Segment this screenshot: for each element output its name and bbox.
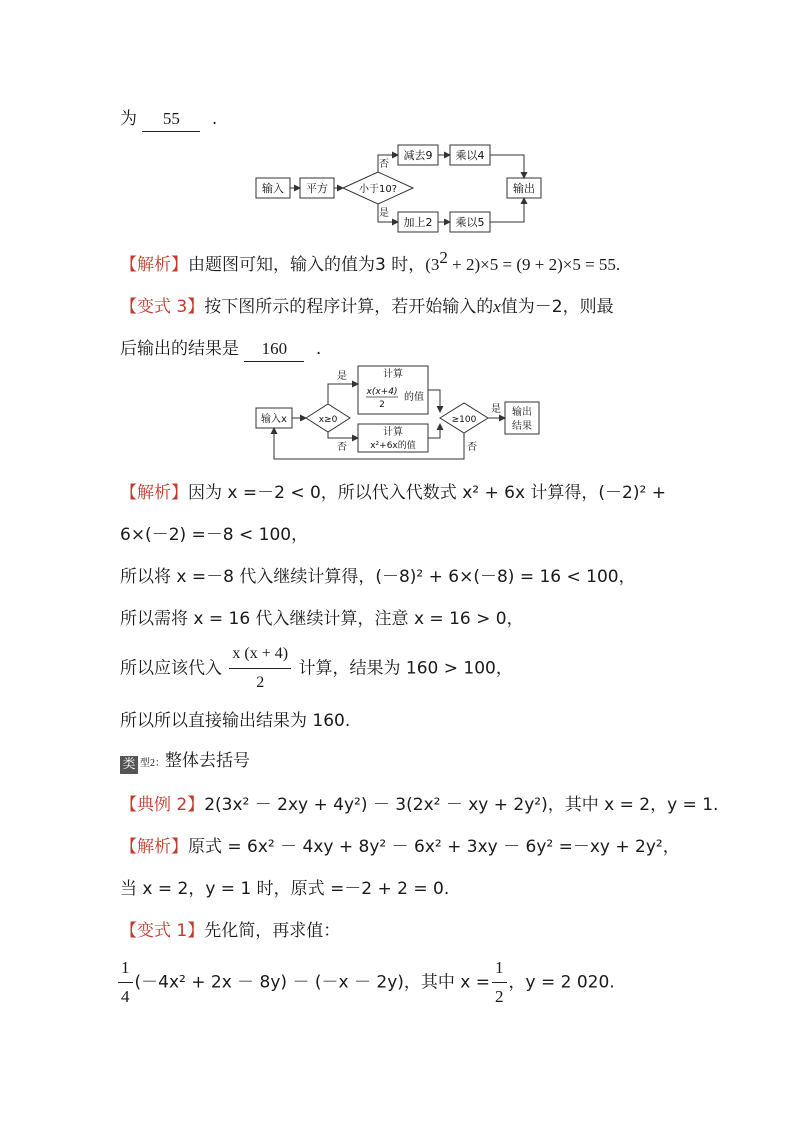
svg-text:结果: 结果 bbox=[512, 421, 532, 432]
type-2-heading: 类 型2：整体去括号 bbox=[120, 749, 250, 776]
svg-text:平方: 平方 bbox=[306, 182, 328, 195]
analysis-3-line-1: 【解析】原式 = 6x² － 4xy + 8y² － 6x² + 3xy － 6y² =－xy + 2y²， bbox=[120, 837, 680, 857]
svg-text:乘以5: 乘以5 bbox=[455, 216, 485, 229]
analysis-3-line-2: 当 x = 2，y = 1 时，原式 =－2 + 2 = 0. bbox=[120, 879, 450, 899]
svg-text:是: 是 bbox=[491, 404, 501, 415]
svg-text:否: 否 bbox=[467, 442, 477, 453]
fraction-quarter: $\frac{1}{4}$ bbox=[118, 956, 133, 1009]
analysis-2-line-1: 【解析】因为 x =－2 < 0，所以代入代数式 x² + 6x 计算得，(－2)² + bbox=[120, 483, 666, 503]
svg-text:减去9: 减去9 bbox=[403, 149, 433, 162]
analysis-2-line-6: 所以所以直接输出结果为 160. bbox=[120, 711, 351, 731]
example-2: 【典例 2】2(3x² － 2xy + 4y²) － 3(2x² － xy + 2y²)，其中 x = 2，y = 1. bbox=[120, 795, 719, 815]
variant3-line-2: 后输出的结果是 160 . bbox=[120, 337, 321, 362]
svg-text:2: 2 bbox=[379, 400, 385, 410]
variant1-line-2: $\frac{1}{4}$ (－4x² + 2x － 8y) － (－x － 2y)，其中 x = $\frac{1}{2}$ ，y = 2 020. bbox=[116, 956, 615, 1009]
variant1-line-1: 【变式 1】先化简，再求值： bbox=[120, 921, 341, 941]
svg-text:乘以4: 乘以4 bbox=[455, 149, 485, 162]
svg-text:x²+6x的值: x²+6x的值 bbox=[370, 441, 416, 451]
fraction-half: $\frac{1}{2}$ bbox=[492, 956, 507, 1009]
answer-blank: 160 bbox=[244, 337, 304, 362]
svg-text:输出: 输出 bbox=[512, 407, 532, 418]
analysis-2-line-2: 6×(－2) =－8 < 100， bbox=[120, 525, 309, 545]
svg-text:是: 是 bbox=[337, 371, 347, 382]
answer-line-1: 为 55 . bbox=[120, 107, 217, 132]
svg-text:否: 否 bbox=[379, 159, 389, 170]
svg-text:输入x: 输入x bbox=[261, 414, 287, 425]
flowchart-1 bbox=[250, 140, 550, 240]
svg-text:计算: 计算 bbox=[383, 427, 403, 438]
svg-text:否: 否 bbox=[337, 442, 347, 453]
svg-text:≥100: ≥100 bbox=[451, 415, 477, 425]
variant3-line-1: 【变式 3】按下图所示的程序计算，若开始输入的x值为－2，则最 bbox=[120, 297, 614, 317]
svg-text:输出: 输出 bbox=[513, 182, 535, 195]
svg-text:计算: 计算 bbox=[383, 369, 403, 380]
analysis-2-line-3: 所以将 x =－8 代入继续计算得，(－8)² + 6×(－8) = 16 < 100， bbox=[120, 567, 636, 587]
flowchart-2 bbox=[250, 362, 545, 464]
svg-text:的值: 的值 bbox=[404, 392, 424, 403]
type-badge-icon: 类 bbox=[120, 756, 138, 774]
svg-text:加上2: 加上2 bbox=[403, 216, 433, 229]
analysis-2-line-5: 所以应该代入 $\frac{x (x + 4)}{2}$ 计算，结果为 160 > 100， bbox=[120, 642, 513, 695]
svg-text:输入: 输入 bbox=[262, 182, 284, 195]
svg-text:x(x+4): x(x+4) bbox=[366, 387, 398, 397]
analysis-2-line-4: 所以需将 x = 16 代入继续计算，注意 x = 16 > 0， bbox=[120, 609, 524, 629]
svg-text:x≥0: x≥0 bbox=[318, 415, 338, 425]
analysis-1: 【解析】由题图可知，输入的值为3 时，$(3^2 + 2)\times 5 = (9 + 2)\times 5 = 55$. bbox=[120, 248, 621, 275]
svg-text:是: 是 bbox=[379, 208, 389, 219]
answer-blank: 55 bbox=[142, 107, 200, 132]
svg-text:小于10?: 小于10? bbox=[358, 184, 398, 195]
fraction: $\frac{x (x + 4)}{2}$ bbox=[229, 642, 291, 695]
